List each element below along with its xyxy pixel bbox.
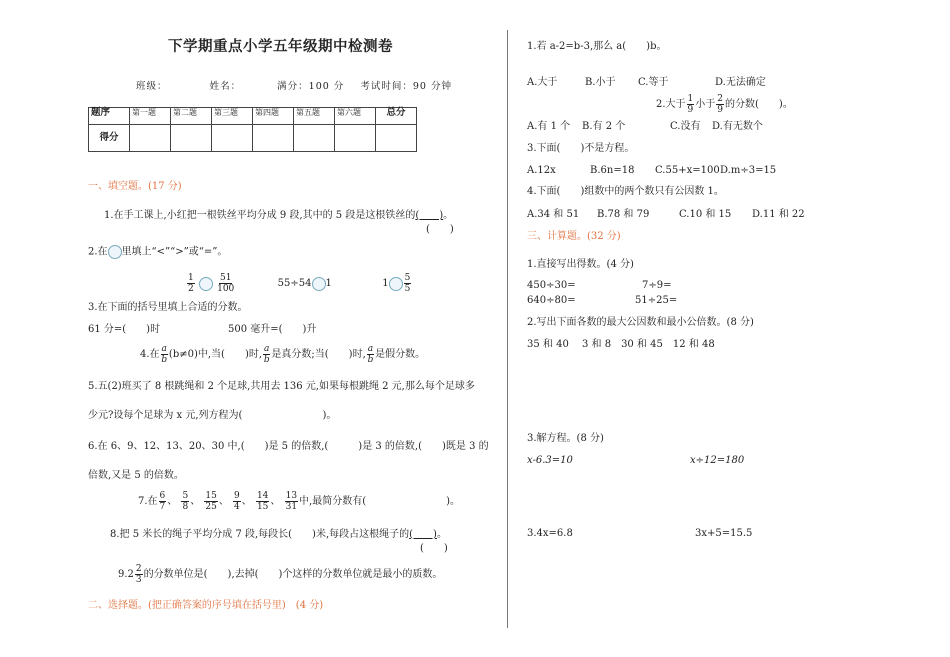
fraction: $\frac{9}{4}$	[234, 491, 240, 512]
page-title: 下学期重点小学五年级期中检测卷	[168, 39, 393, 55]
choice-3: 3.下面( )不是方程。	[527, 143, 635, 154]
choice-4-option[interactable]: B.78 和 79	[597, 209, 650, 220]
choice-1-option[interactable]: B.小于	[585, 77, 616, 88]
choice-4: 4.下面( )组数中的两个数只有公因数 1。	[527, 186, 724, 197]
fraction: $\frac{13}{31}$	[285, 491, 298, 512]
question-5-line-2: 少元?设每个足球为 x 元,列方程为( )。	[88, 410, 337, 421]
fraction: $\frac{5}{8}$	[182, 491, 189, 512]
score-row-label: 得分	[89, 125, 130, 152]
choice-4-option[interactable]: A.34 和 51	[527, 209, 580, 220]
answer-circle[interactable]	[312, 277, 326, 291]
answer-blank[interactable]: ( )	[409, 529, 437, 540]
fraction: $\frac{14}{15}$	[256, 491, 269, 512]
question-4-text: 是真分数;当( )时,	[271, 349, 366, 360]
fraction: $\frac{1}{2}$	[188, 273, 194, 294]
section-choice: 二、选择题。(把正确答案的序号填在括号里) (4 分)	[88, 600, 324, 611]
name-label: 姓名：	[209, 81, 242, 92]
fraction: $\frac{a}{b}$	[161, 344, 168, 365]
answer-circle[interactable]	[199, 277, 213, 291]
section-fill-in: 一、填空题。(17 分)	[88, 181, 182, 192]
calc-3: 3.解方程。(8 分)	[527, 433, 604, 444]
choice-1-option[interactable]: A.大于	[527, 77, 558, 88]
question-1-text: 1.在手工课上,小红把一根铁丝平均分成 9 段,其中的 5 段是这根铁丝的	[104, 210, 416, 221]
calc-1-item: 640÷80=	[527, 295, 576, 306]
question-4-text: 是假分数。	[375, 349, 426, 360]
fraction: $\frac{2}{9}$	[717, 94, 724, 115]
score-cell[interactable]	[294, 125, 335, 152]
score-table-header: 总分	[376, 108, 417, 125]
score-table-header: 第四题	[253, 108, 294, 125]
answer-blank[interactable]: ( )	[415, 210, 444, 221]
score-table	[88, 107, 417, 152]
choice-4-option[interactable]: C.10 和 15	[679, 209, 732, 220]
score-cell[interactable]	[253, 125, 294, 152]
answer-circle[interactable]	[389, 277, 403, 291]
fraction: $\frac{1}{9}$	[687, 94, 694, 115]
question-4	[140, 344, 425, 365]
section-calculation: 三、计算题。(32 分)	[527, 231, 621, 242]
question-6-line-1: 6.在 6、9、12、13、20、30 中,( )是 5 的倍数,( )是 3 的倍数,( )既是 3 的	[88, 441, 489, 452]
question-3a: 61 分=( )时	[88, 324, 161, 335]
choice-2	[656, 94, 793, 115]
question-5-line-1: 5.五(2)班买了 8 根跳绳和 2 个足球,共用去 136 元,如果每根跳绳 2 元,那么每个足球多	[88, 381, 475, 392]
question-4-text: 4.在	[140, 349, 160, 360]
question-9-text: 的分数单位是( ),去掉( )个这样的分数单位就是最小的质数。	[143, 569, 443, 580]
question-7-text: 中,最简分数有( )。	[299, 496, 461, 507]
question-3: 3.在下面的括号里填上合适的分数。	[88, 302, 248, 313]
question-9-text: 9.2	[118, 569, 134, 580]
full-score: 满分：100 分	[277, 81, 345, 92]
question-8: 8.把 5 米长的绳子平均分成 7 段,每段长( )米,每段占这根绳子的( )。	[110, 529, 447, 540]
score-table-header-row	[89, 108, 417, 125]
question-9	[118, 564, 442, 585]
answer-blank[interactable]: ( )	[420, 543, 448, 554]
choice-2-option[interactable]: D.有无数个	[712, 121, 763, 132]
choice-1-option[interactable]: D.无法确定	[715, 77, 766, 88]
question-7: 7.在 $\frac{6}{7}$ 、 $\frac{5}{8}$ 、 $\frac{15}{25}$ 、 $\frac{9}{4}$ 、 $\frac{14}{15}$ 、 $\frac{13}{31}$ 中,最简分数有( )。	[138, 491, 461, 512]
choice-2-option[interactable]: B.有 2 个	[582, 121, 626, 132]
equation: 3.4x=6.8	[527, 528, 573, 539]
choice-1-option[interactable]: C.等于	[638, 77, 669, 88]
score-cell[interactable]	[376, 125, 417, 152]
score-cell[interactable]	[130, 125, 171, 152]
score-table-header: 第六题	[335, 108, 376, 125]
answer-circle[interactable]	[108, 245, 122, 259]
calc-2: 2.写出下面各数的最大公因数和最小公倍数。(8 分)	[527, 317, 754, 328]
fraction: $\frac{a}{b}$	[367, 344, 374, 365]
choice-4-option[interactable]: D.11 和 22	[752, 209, 805, 220]
calc-2-items: 35 和 40 3 和 8 30 和 45 12 和 48	[527, 339, 715, 350]
question-7-text: 7.在	[138, 496, 158, 507]
expression: 1	[382, 278, 389, 289]
choice-3-option[interactable]: D.m÷3=15	[720, 165, 777, 176]
fraction: $\frac{6}{7}$	[159, 491, 166, 512]
question-3b: 500 毫升=( )升	[228, 324, 317, 335]
score-table-header: 第二题	[171, 108, 212, 125]
question-2	[88, 245, 227, 260]
choice-3-option[interactable]: C.55+x=100	[655, 165, 720, 176]
score-table-header: 第三题	[212, 108, 253, 125]
choice-2-text: 2.大于	[656, 99, 686, 110]
question-6-line-2: 倍数,又是 5 的倍数。	[88, 470, 184, 481]
score-table-header: 第五题	[294, 108, 335, 125]
fraction: $\frac{51}{100}$	[217, 273, 235, 294]
fraction: $\frac{15}{25}$	[205, 491, 217, 512]
score-table-score-row	[89, 125, 417, 152]
score-table-header: 第一题	[130, 108, 171, 125]
calc-1-item: 450÷30=	[527, 280, 576, 291]
score-cell[interactable]	[335, 125, 376, 152]
score-cell[interactable]	[212, 125, 253, 152]
choice-2-text: 的分数( )。	[725, 99, 793, 110]
fraction: $\frac{2}{3}$	[135, 564, 142, 585]
column-divider	[507, 30, 508, 628]
fraction: $\frac{a}{b}$	[263, 344, 270, 365]
calc-1-item: 7÷9=	[642, 280, 672, 291]
answer-blank[interactable]: ( )	[426, 224, 454, 235]
equation: x-6.3=10	[527, 455, 573, 466]
choice-2-text: 小于	[695, 99, 716, 110]
question-2-items	[186, 273, 412, 294]
score-table-header: 题序	[89, 108, 130, 125]
expression: 1	[325, 278, 332, 289]
question-2-text-b: 里填上“<”“>”或“=”。	[121, 246, 228, 258]
choice-2-option[interactable]: C.没有	[670, 121, 701, 132]
choice-3-option[interactable]: B.6n=18	[590, 165, 635, 176]
score-cell[interactable]	[171, 125, 212, 152]
expression: 55÷54	[277, 278, 312, 289]
question-1: 1.在手工课上,小红把一根铁丝平均分成 9 段,其中的 5 段是这根铁丝的( )。	[104, 210, 454, 221]
choice-3-option[interactable]: A.12x	[527, 165, 556, 176]
question-8-text: 8.把 5 米长的绳子平均分成 7 段,每段长( )米,每段占这根绳子的	[110, 529, 410, 540]
question-2-text: 2.在	[88, 246, 108, 258]
exam-meta	[136, 80, 452, 94]
fraction: $\frac{5}{5}$	[404, 273, 411, 294]
calc-1: 1.直接写出得数。(4 分)	[527, 259, 634, 270]
exam-time: 考试时间：90 分钟	[360, 81, 452, 92]
class-label: 班级：	[136, 81, 168, 92]
calc-1-item: 51÷25=	[635, 295, 678, 306]
choice-1: 1.若 a-2=b-3,那么 a( )b。	[527, 41, 667, 52]
question-4-text: (b≠0)中,当( )时,	[168, 349, 263, 360]
equation: x÷12=180	[690, 455, 745, 466]
choice-2-option[interactable]: A.有 1 个	[527, 121, 571, 132]
equation: 3x+5=15.5	[695, 528, 753, 539]
